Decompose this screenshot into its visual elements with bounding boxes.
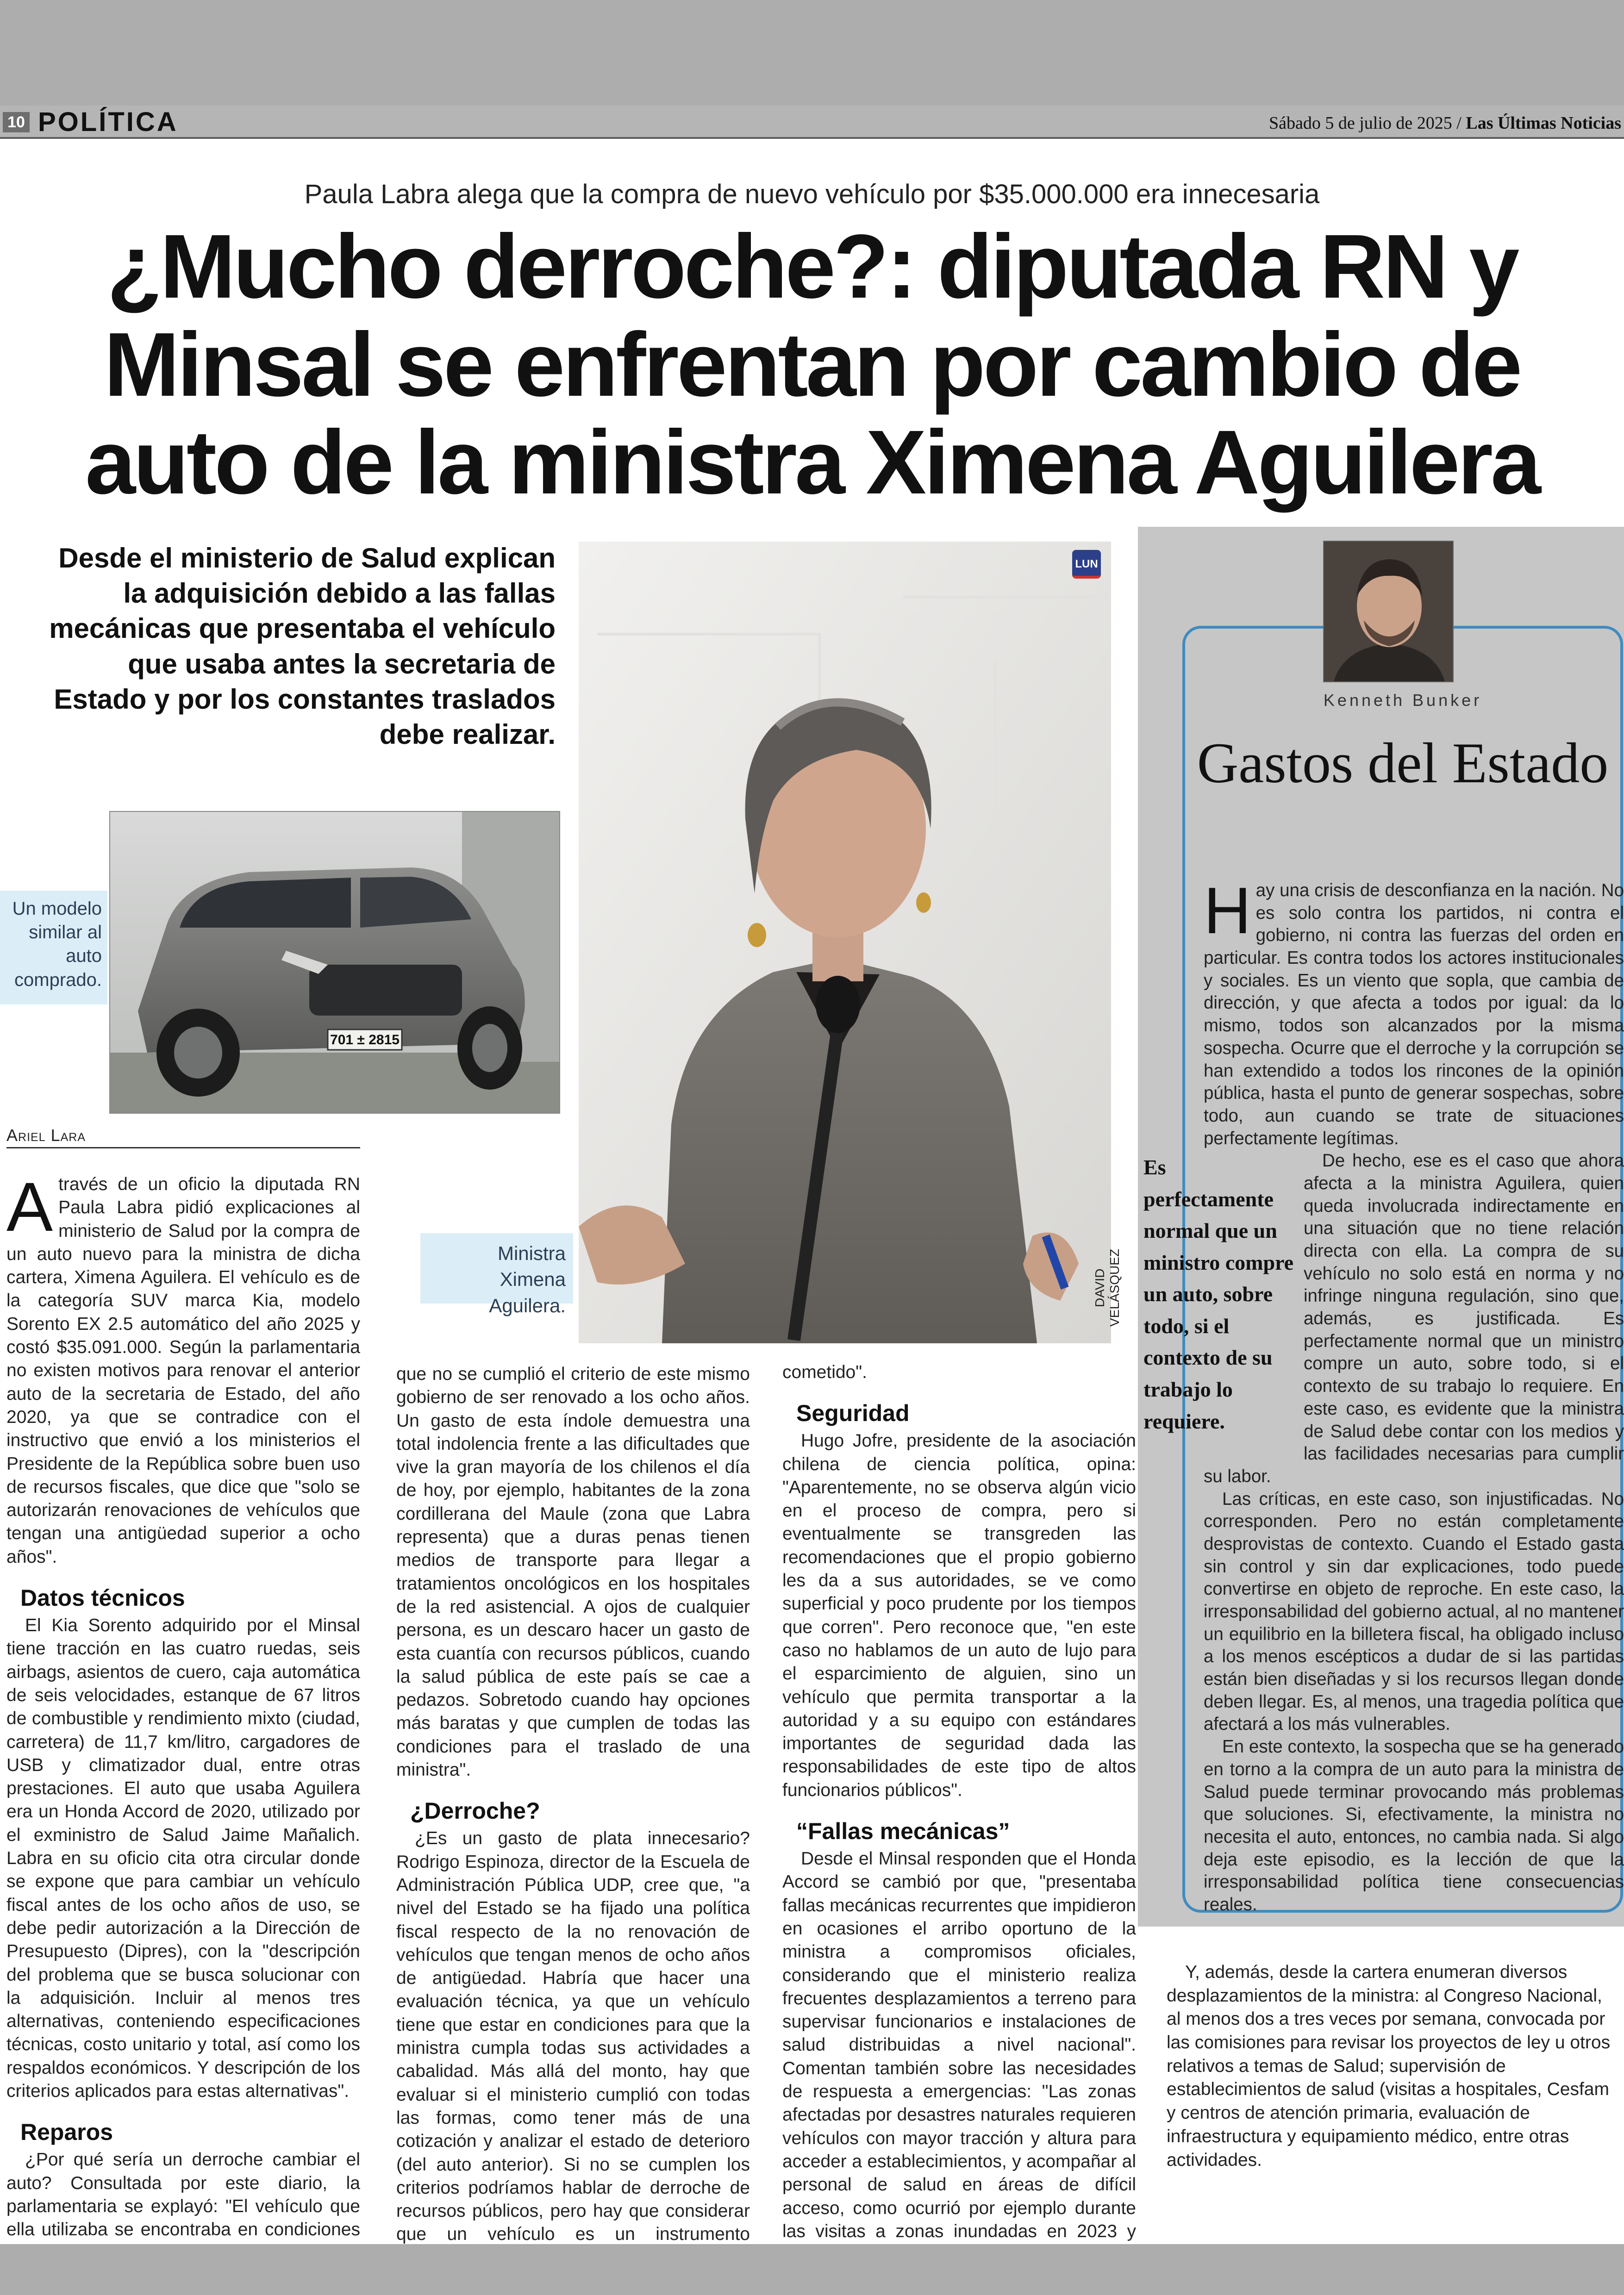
subhead-fallas-mecanicas: “Fallas mecánicas” xyxy=(796,1818,1010,1845)
column-1-paragraph-3: ¿Por qué sería un derroche cambiar el auto? Consultada por este diario, la parlamentaria se explayó: "El vehículo que ella utilizaba se encontraba en condiciones xyxy=(6,2150,360,2240)
subhead-reparos: Reparos xyxy=(20,2119,113,2145)
subhead-datos-tecnicos: Datos técnicos xyxy=(20,1585,185,1611)
minister-portrait-illustration xyxy=(579,542,1122,1343)
dateline-separator: / xyxy=(1452,113,1466,133)
opinion-opening-paragraph xyxy=(1204,874,1624,1150)
opinion-title: Gastos del Estado xyxy=(1197,731,1609,795)
column-1-paragraph-2: El Kia Sorento adquirido por el Minsal tiene tracción en las cuatro ruedas, seis airbags, asientos de cuero, caja automática de seis velocidades, estanque de 67 litros de combustible y rendimiento mixto (ciudad, carretera) de 11,7 km/litro, cargadores de USB y climatizador dual, entre otras prestaciones. El auto que usaba Aguilera era un Honda Accord de 2020, utilizado por el exministro de Salud Jaime Mañalich. Labra en su oficio cita otra circular donde se expone que para cambiar un vehículo fiscal antes de los ocho años de uso, se debe pedir autorización a la Dirección de Presupuesto (Dipres), con la "descripción del problema que se busca solucionar con la adquisición. Incluir al menos tres alternativas, conteniendo especificaciones técnicas, costo unitario y total, así como los respaldos económicos. Y descripción de los criterios aplicados para estas alternativas". xyxy=(6,1615,360,2101)
suv-illustration xyxy=(110,812,560,1114)
column-3-paragraph-0: cometido". xyxy=(782,1362,867,1382)
pull-quote: Es perfectamente normal que un ministro compre un auto, sobre todo, si el contexto de su trabajo lo requiere. xyxy=(1143,1155,1294,1433)
dateline xyxy=(1269,113,1621,133)
article-column-1 xyxy=(6,1168,360,2288)
top-margin-band xyxy=(0,0,1624,106)
opinion-paragraph-3: Las críticas, en este caso, son injustificadas. No corresponden. Pero no están completamente desprovistas de contexto. Cuando el Estado gasta sin control y sin dar explicaciones, todo puede convertirse en objeto de reproche. En este caso, la irresponsabilidad del gobierno actual, al no mantener un equilibrio en la billetera fiscal, ha obligado incluso a los menos escépticos a dudar de si las partidas están bien diseñadas y si los recursos llegan donde deben llegar. Es, al menos, una tragedia política que afectará a los más vulnerables. xyxy=(1204,1489,1624,1734)
bottom-margin-band xyxy=(0,2244,1624,2295)
opinion-body xyxy=(1143,874,1624,1916)
minister-photo-caption: Ministra Ximena Aguilera. xyxy=(420,1233,573,1303)
article-lead: Desde el ministerio de Salud explican la adquisición debido a las fallas mecánicas que presentaba el vehículo que usaba antes la secretaria de Estado y por los constantes traslados debe realizar. xyxy=(49,543,556,750)
publication-name: Las Últimas Noticias xyxy=(1466,113,1621,133)
columnist-portrait-illustration xyxy=(1324,542,1454,682)
subhead-seguridad: Seguridad xyxy=(796,1400,910,1427)
opinion-paragraph-4: En este contexto, la sospecha que se ha generado en torno a la compra de un auto para la ministra de Salud puede terminar provocando más problemas que soluciones. Si, efectivamente, la ministra no necesita el auto, entonces, no cambia nada. Si algo deja este episodio, es la lección de que la irresponsabilidad política tiene consecuencias reales. xyxy=(1204,1737,1624,1915)
drop-cap: A xyxy=(6,1168,53,1246)
column-2-paragraph-2: ¿Es un gasto de plata innecesario? Rodrigo Espinoza, director de la Escuela de Administración Pública UDP, cree que, "a nivel del Estado se ha fijado una política fiscal respecto de la no renovación de vehículos que tengan menos de ocho años de antigüedad. Habría que hacer una evaluación técnica, ya que un vehículo tiene que estar en condiciones para que la ministra cumpla todas sus actividades a cabalidad. Más allá del monto, hay que evaluar si el ministerio cumplió con todas las formas, como tener más de una cotización y analizar el estado de deterioro (del auto anterior). Si no se cumplen los criterios podríamos hablar de derroche de recursos públicos, pero hay que considerar que un vehículo es un instrumento xyxy=(396,1828,750,2245)
minister-photo xyxy=(579,542,1122,1343)
subhead-derroche: ¿Derroche? xyxy=(410,1798,540,1824)
article-column-4 xyxy=(1167,1961,1611,2172)
article-column-3 xyxy=(782,1361,1136,2266)
issue-date: Sábado 5 de julio de 2025 xyxy=(1269,113,1452,133)
lun-logo-badge: LUN xyxy=(1072,550,1101,579)
photo-credit: DAVID VELÁSQUEZ xyxy=(1093,1248,1122,1327)
opinion-drop-cap: H xyxy=(1204,874,1251,948)
columnist-name: Kenneth Bunker xyxy=(1323,691,1482,710)
column-2-paragraph-1: que no se cumplió el criterio de este mismo gobierno de ser renovado a los ocho años. Un gasto de esta índole demuestra una total indolencia frente a las dificultades que vive la gran mayoría de los chilenos el día de hoy, por ejemplo, habitantes de la zona cordillerana del Maule (zona que Labra representa) que a duras penas tienen medios de transporte para llegar a tratamientos oncológicos en los hospitales de la red asistencial. A ojos de cualquier persona, es un descaro hacer un gasto de esta cuantía con recursos públicos, cuando la salud pública de este país se cae a pedazos. Sobretodo cuando hay opciones más baratas y que cumplen de todas las condiciones para el traslado de una ministra". xyxy=(396,1364,750,1780)
car-photo-caption: Un modelo similar al auto comprado. xyxy=(0,891,107,1004)
page-number: 10 xyxy=(3,112,30,132)
article-kicker: Paula Labra alega que la compra de nuevo vehículo por $35.000.000 era innecesaria xyxy=(304,179,1320,209)
article-headline: ¿Mucho derroche?: diputada RN y Minsal se enfrentan por cambio de auto de la ministra Ximena Aguilera xyxy=(85,216,1539,513)
column-1-paragraph-1: través de un oficio la diputada RN Paula Labra pidió explicaciones al ministerio de Salud por la compra de un auto nuevo para la ministra de dicha cartera, Ximena Aguilera. El vehículo es de la categoría SUV marca Kia, modelo Sorento EX 2.5 automático del año 2025 y costó $35.091.000. Según la parlamentaria no existen motivos para renovar el anterior auto de la secretaria de Estado, del año 2020, ya que se contradice con el instructivo que envió a los ministerios el Presidente de la República sobre buen uso de recursos fiscales, que dice que "solo se autorizarán renovaciones de vehículos que tengan una antigüedad superior a ocho años". xyxy=(6,1174,360,1567)
column-3-paragraph-1: Hugo Jofre, presidente de la asociación chilena de ciencia política, opina: "Aparentemente, no se observa algún vicio en el proceso de compra, pero si eventualmente se transgreden las recomendaciones que el propio gobierno les da a sus autoridades, se ve como superficial y poco prudente por los tiempos que corren". Pero reconoce que, "en este caso no hablamos de un auto de lujo para el esparcimiento de alguien, sino un vehículo que permita transportar a la autoridad y a su equipo con estándares importantes de seguridad dada las responsabilidades de este tipo de altos funcionarios públicos". xyxy=(782,1431,1136,1800)
article-column-2 xyxy=(396,1363,750,2293)
byline: Ariel Lara xyxy=(6,1126,360,1148)
opinion-paragraph-1: ay una crisis de desconfianza en la nación. No es solo contra los partidos, ni contra el gobierno, ni contra las fuerzas del orden en particular. Es contra todos los actores institucionales y sociales. Es un viento que sopla, que cambia de dirección, y que afecta a todos por igual: da lo mismo, todos son alcanzados por la misma sospecha. Ocurre que el derroche y la corrupción se han extendido a todos los rincones de la opinión pública, hasta el punto de generar sospechas, sobre todo, aun cuando se trate de situaciones perfectamente legítimas. xyxy=(1204,880,1624,1148)
section-title: POLÍTICA xyxy=(38,107,178,137)
opinion-paragraph-2: De hecho, ese es el caso que ahora afecta a la ministra Aguilera, quien queda involucrada indirectamente en una situación que no tiene relación directa con ella. La compra de su vehículo no solo está en norma y no infringe ninguna regulación, sino que, además, es justificada. Es perfectamente normal que un ministro compre un auto, sobre todo, si el contexto de su trabajo lo requiere. En este caso, es evidente que la ministra de Salud debe contar con los medios y las facilidades necesarias para cumplir su labor. xyxy=(1204,1151,1624,1486)
column-3-paragraph-2: Desde el Minsal responden que el Honda Accord se cambió por que, "presentaba fallas mecánicas recurrentes que impidieron en ocasiones el arribo oportuno de la ministra a compromisos oficiales, considerando que el ministerio realiza frecuentes desplazamientos a terreno para supervisar funcionarios e instalaciones de salud distribuidas a nivel nacional". Comentan también sobre las necesidades de respuesta a emergencias: "Las zonas afectadas por desastres naturales requieren vehículos con mayor tracción y altura para acceder a establecimientos, y acompañar al personal de salud en áreas de difícil acceso, como ocurrió por ejemplo durante las visitas a zonas inundadas en 2023 y xyxy=(782,1849,1136,2241)
car-photo xyxy=(109,811,560,1114)
column-1-opening-paragraph xyxy=(6,1168,360,1569)
license-plate: 701 ± 2815 xyxy=(330,1032,400,1048)
column-4-paragraph-1: Y, además, desde la cartera enumeran diversos desplazamientos de la ministra: al Congreso Nacional, al menos dos a tres veces por semana, convocada por las comisiones para revisar los proyectos de ley u otros relativos a temas de Salud; supervisión de establecimientos de salud (visitas a hospitales, Cesfam y centros de atención primaria, evaluación de infraestructura y equipamiento médico, entre otras actividades. xyxy=(1167,1962,1611,2170)
columnist-photo xyxy=(1323,541,1454,682)
